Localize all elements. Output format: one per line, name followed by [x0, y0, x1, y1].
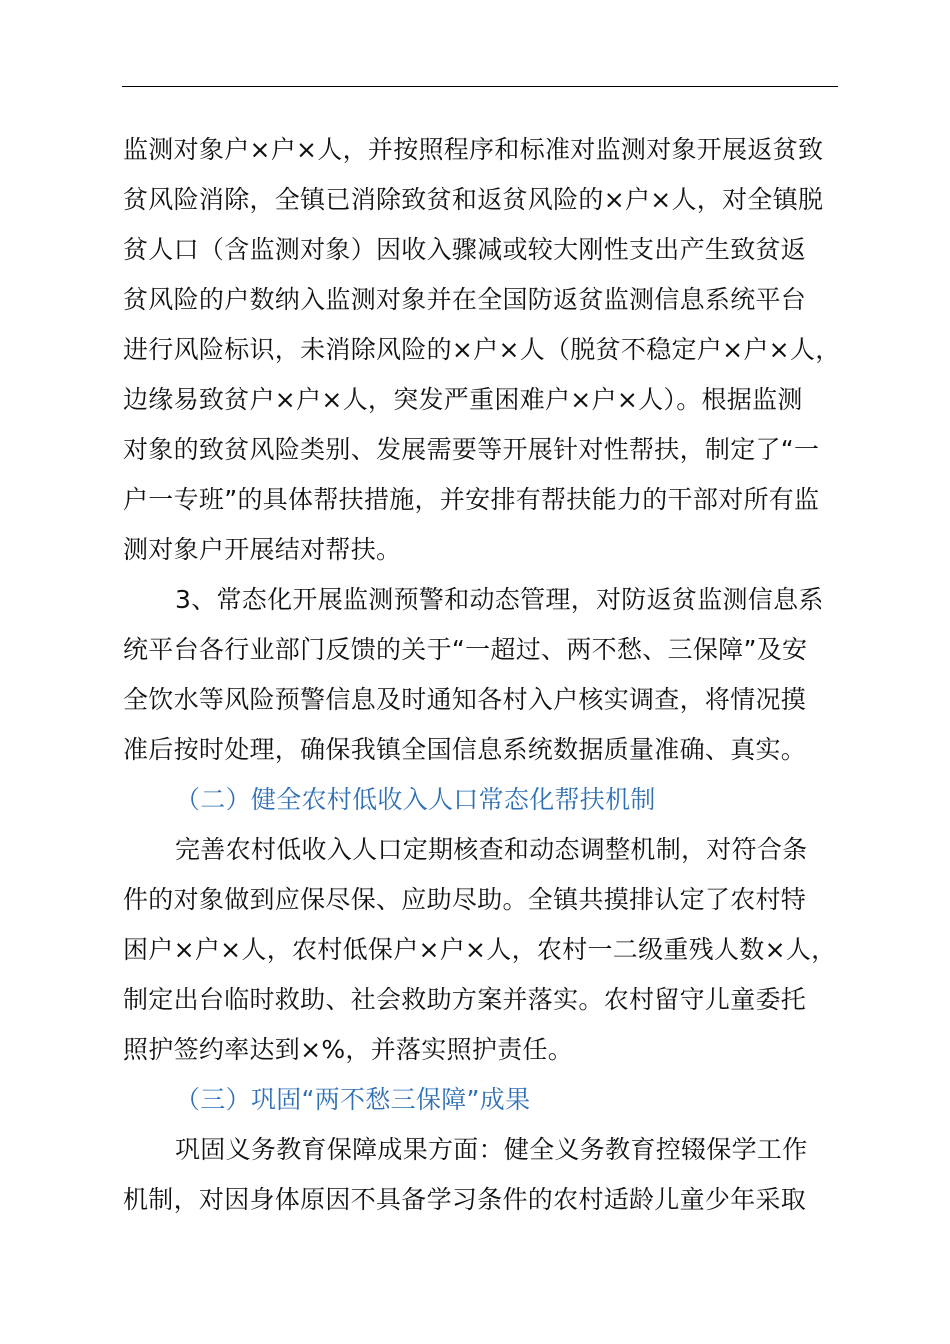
text-line: 统平台各行业部门反馈的关于“一超过、两不愁、三保障”及安 — [123, 635, 808, 664]
text-line: 边缘易致贫户×户×人，突发严重困难户×户×人）。根据监测 — [123, 385, 803, 414]
text-line: 贫风险消除，全镇已消除致贫和返贫风险的×户×人，对全镇脱 — [123, 185, 824, 214]
header-rule — [122, 86, 838, 87]
section-heading-2: （二）健全农村低收入人口常态化帮扶机制 — [175, 785, 656, 814]
text-line: 制定出台临时救助、社会救助方案并落实。农村留守儿童委托 — [123, 985, 807, 1014]
text-line: 测对象户开展结对帮扶。 — [123, 535, 402, 564]
text-line: 准后按时处理，确保我镇全国信息系统数据质量准确、真实。 — [123, 735, 807, 764]
paragraph-2 — [123, 575, 863, 775]
text-line: 全饮水等风险预警信息及时通知各村入户核实调查，将情况摸 — [123, 685, 807, 714]
text-line: 完善农村低收入人口定期核查和动态调整机制，对符合条 — [175, 835, 808, 864]
text-line: 监测对象户×户×人，并按照程序和标准对监测对象开展返贫致 — [123, 135, 824, 164]
paragraph-4 — [123, 1125, 863, 1225]
paragraph-1 — [123, 125, 863, 575]
text-line: 对象的致贫风险类别、发展需要等开展针对性帮扶，制定了“一 — [123, 435, 820, 464]
text-line: 3、常态化开展监测预警和动态管理，对防返贫监测信息系 — [175, 585, 824, 614]
text-line: 机制，对因身体原因不具备学习条件的农村适龄儿童少年采取 — [123, 1185, 807, 1214]
document-body — [123, 125, 863, 1225]
text-line: 贫人口（含监测对象）因收入骤减或较大刚性支出产生致贫返 — [123, 235, 807, 264]
text-line: 贫风险的户数纳入监测对象并在全国防返贫监测信息系统平台 — [123, 285, 807, 314]
text-line: 困户×户×人，农村低保户×户×人，农村一二级重残人数×人， — [123, 935, 837, 964]
text-line: 巩固义务教育保障成果方面：健全义务教育控辍保学工作 — [175, 1135, 808, 1164]
paragraph-3 — [123, 825, 863, 1075]
text-line: 件的对象做到应保尽保、应助尽助。全镇共摸排认定了农村特 — [123, 885, 807, 914]
text-line: 户一专班”的具体帮扶措施，并安排有帮扶能力的干部对所有监 — [123, 485, 820, 514]
text-line: 照护签约率达到×%，并落实照护责任。 — [123, 1035, 574, 1064]
text-line: 进行风险标识，未消除风险的×户×人（脱贫不稳定户×户×人， — [123, 335, 841, 364]
section-heading-3: （三）巩固“两不愁三保障”成果 — [175, 1085, 531, 1114]
